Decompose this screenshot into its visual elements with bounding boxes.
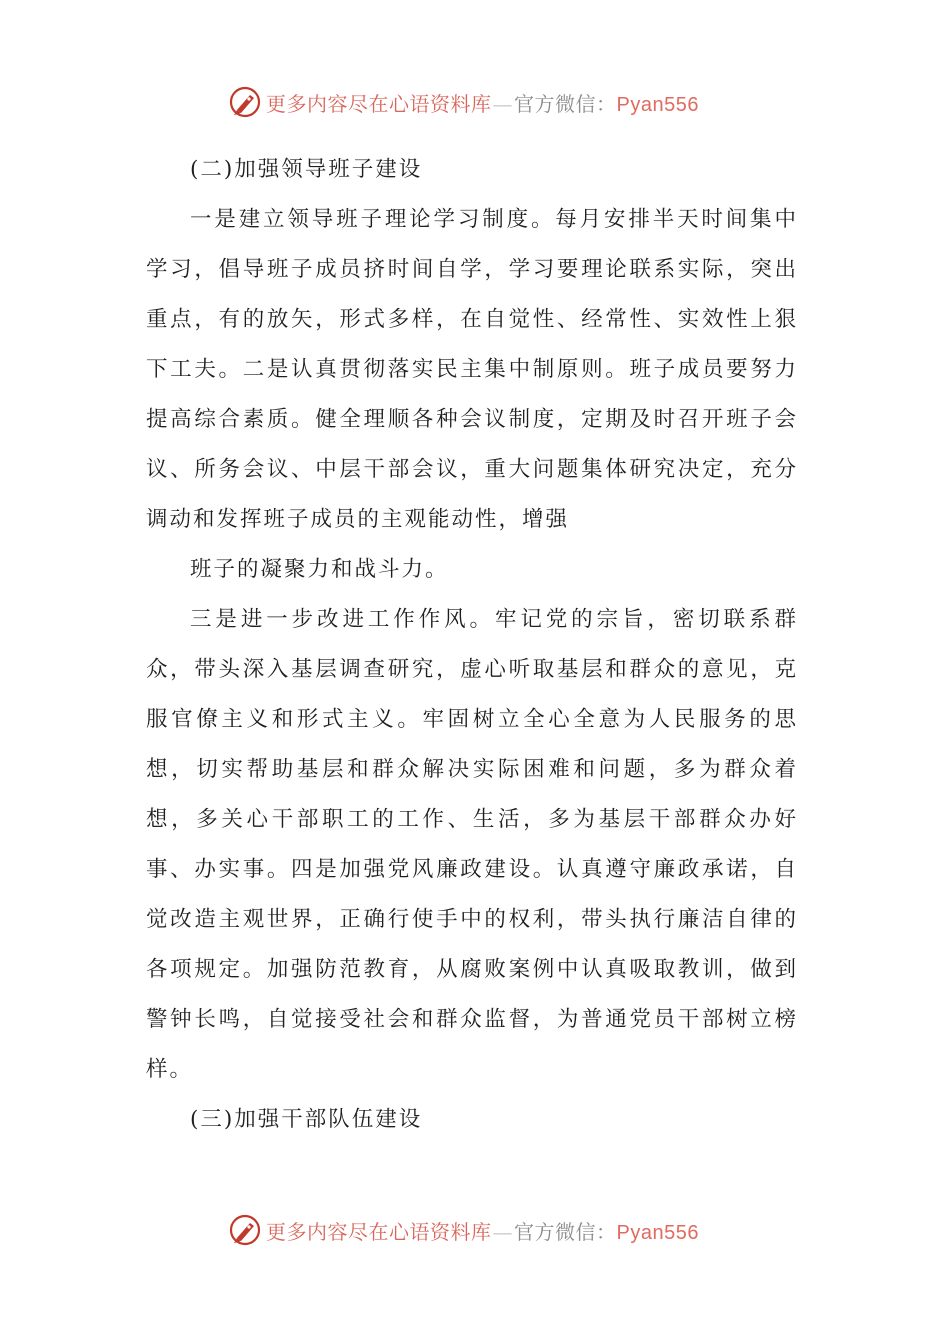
- banner-separator: —: [492, 1219, 513, 1244]
- wechat-id: Pyan556: [616, 93, 699, 116]
- pen-nib-logo-icon: [228, 1213, 262, 1247]
- paragraph-leadership-study: 一是建立领导班子理论学习制度。每月安排半天时间集中学习，倡导班子成员挤时间自学，学习要理论联系实际，突出重点，有的放矢，形式多样，在自觉性、经常性、实效性上狠下工夫。二是认真贯彻落实民主集中制原则。班子成员要努力提高综合素质。健全理顺各种会议制度，定期及时召开班子会议、所务会议、中层干部会议，重大问题集体研究决定，充分调动和发挥班子成员的主观能动性，增强: [146, 207, 798, 532]
- document-body: [146, 145, 798, 1145]
- footer-banner: [228, 1210, 828, 1250]
- section-heading-3: (三)加强干部队伍建设: [190, 1107, 423, 1132]
- paragraph-work-style: 三是进一步改进工作作风。牢记党的宗旨，密切联系群众，带头深入基层调查研究，虚心听取基层和群众的意见，克服官僚主义和形式主义。牢固树立全心全意为人民服务的思想，切实帮助基层和群众解决实际困难和问题，多为群众着想，多关心干部职工的工作、生活，多为基层干部群众办好事、办实事。四是加强党风廉政建设。认真遵守廉政承诺，自觉改造主观世界，正确行使手中的权利，带头执行廉洁自律的各项规定。加强防范教育，从腐败案例中认真吸取教训，做到警钟长鸣，自觉接受社会和群众监督，为普通党员干部树立榜样。: [146, 607, 798, 1082]
- paragraph-cohesion: 班子的凝聚力和战斗力。: [190, 557, 449, 582]
- wechat-id: Pyan556: [616, 1221, 699, 1244]
- footer-banner-text: [266, 1216, 699, 1245]
- brand-text: 更多内容尽在心语资料库: [266, 1219, 492, 1244]
- official-label: 官方微信：: [514, 91, 617, 116]
- official-label: 官方微信：: [514, 1219, 617, 1244]
- pen-nib-logo-icon: [228, 85, 262, 119]
- header-banner-text: [266, 88, 699, 117]
- header-banner: [228, 82, 828, 122]
- banner-separator: —: [492, 91, 513, 116]
- section-heading-2: (二)加强领导班子建设: [190, 157, 423, 182]
- brand-text: 更多内容尽在心语资料库: [266, 91, 492, 116]
